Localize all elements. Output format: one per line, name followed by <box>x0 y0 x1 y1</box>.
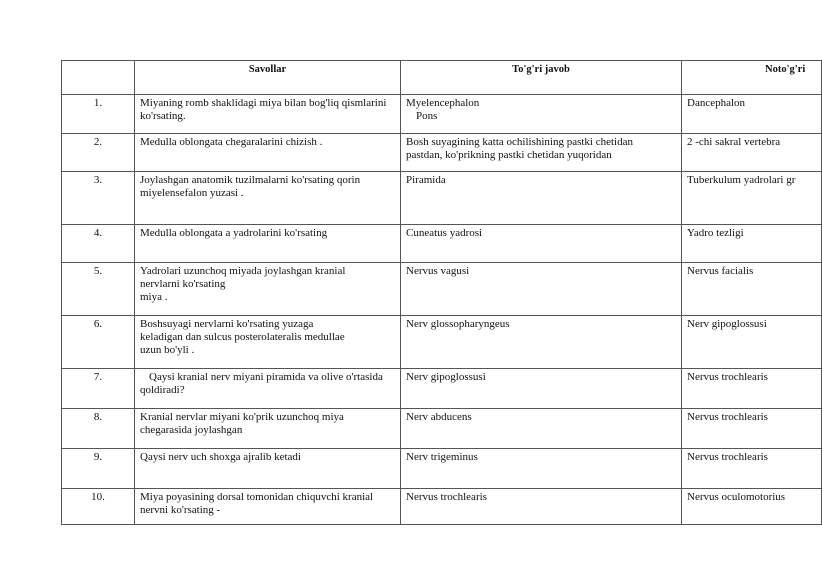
correct-answer-text: Nerv abducens <box>406 411 472 423</box>
question-text: Qaysi kranial nerv miyani piramida va olive o'rtasida <box>149 371 383 383</box>
table-row <box>62 409 822 449</box>
question-text: Boshsuyagi nervlarni ko'rsating yuzaga <box>140 318 314 330</box>
row-number-cell <box>62 489 135 525</box>
row-number: 9. <box>93 451 103 463</box>
correct-answer-cell <box>401 95 682 134</box>
question-text: Medulla oblongata chegaralarini chizish . <box>140 136 323 148</box>
table-row <box>62 134 822 172</box>
correct-answer-cell <box>401 172 682 225</box>
correct-answer-text: Pons <box>416 110 438 122</box>
row-number: 3. <box>93 174 103 186</box>
header-question <box>135 61 401 95</box>
question-cell <box>135 369 401 409</box>
wrong-answer-cell <box>682 489 822 525</box>
question-cell <box>135 316 401 369</box>
header-row <box>62 61 822 95</box>
correct-answer-text: Nerv gipoglossusi <box>406 371 486 383</box>
correct-answer-text: Cuneatus yadrosi <box>406 227 483 239</box>
wrong-answer-cell <box>682 225 822 263</box>
table-row <box>62 489 822 525</box>
question-cell <box>135 225 401 263</box>
correct-answer-text: Nerv trigeminus <box>406 451 478 463</box>
question-text: Miyaning romb shaklidagi miya bilan bog'liq qismlarini <box>140 97 387 109</box>
question-cell <box>135 95 401 134</box>
correct-answer-cell <box>401 263 682 316</box>
wrong-answer-cell <box>682 369 822 409</box>
header-wrong <box>682 61 822 95</box>
question-text: uzun bo'yli . <box>140 344 195 356</box>
question-cell <box>135 134 401 172</box>
quiz-table <box>61 60 822 525</box>
wrong-answer-text: Nerv gipoglossusi <box>687 318 767 330</box>
row-number: 2. <box>93 136 103 148</box>
row-number-cell <box>62 172 135 225</box>
question-cell <box>135 263 401 316</box>
table-row <box>62 316 822 369</box>
correct-answer-text: Bosh suyagining katta ochilishining pastki chetidan <box>406 136 633 148</box>
wrong-answer-text: Dancephalon <box>687 97 746 109</box>
wrong-answer-cell <box>682 449 822 489</box>
table-row <box>62 369 822 409</box>
question-text: Yadrolari uzunchoq miyada joylashgan kranial <box>140 265 346 277</box>
wrong-answer-text: Nervus trochlearis <box>687 371 768 383</box>
question-text: keladigan dan sulcus posterolateralis medullae <box>140 331 345 343</box>
wrong-answer-cell <box>682 134 822 172</box>
wrong-answer-cell <box>682 263 822 316</box>
correct-answer-text: Piramida <box>406 174 446 186</box>
wrong-answer-text: 2 -chi sakral vertebra <box>687 136 781 148</box>
question-text: nervlarni ko'rsating <box>140 278 226 290</box>
correct-answer-cell <box>401 134 682 172</box>
question-text: Joylashgan anatomik tuzilmalarni ko'rsating qorin <box>140 174 361 186</box>
question-text: Qaysi nerv uch shoxga ajralib ketadi <box>140 451 301 463</box>
header-number <box>62 61 135 95</box>
table-row <box>62 172 822 225</box>
correct-answer-cell <box>401 316 682 369</box>
correct-answer-text: Nervus trochlearis <box>406 491 487 503</box>
correct-answer-text: Myelencephalon <box>406 97 480 109</box>
correct-answer-cell <box>401 225 682 263</box>
wrong-answer-text: Nervus trochlearis <box>687 411 768 423</box>
row-number-cell <box>62 449 135 489</box>
row-number-cell <box>62 369 135 409</box>
correct-answer-cell <box>401 449 682 489</box>
row-number-cell <box>62 225 135 263</box>
table-row <box>62 95 822 134</box>
wrong-answer-cell <box>682 409 822 449</box>
row-number: 5. <box>93 265 103 277</box>
header-question-label: Savollar <box>248 64 287 75</box>
row-number: 7. <box>93 371 103 383</box>
question-text: Kranial nervlar miyani ko'prik uzunchoq miya <box>140 411 344 423</box>
question-text: nervni ko'rsating - <box>140 504 221 516</box>
table-row <box>62 225 822 263</box>
wrong-answer-text: Nervus oculomotorius <box>687 491 786 503</box>
table-row <box>62 263 822 316</box>
question-text: qoldiradi? <box>140 384 185 396</box>
row-number-cell <box>62 134 135 172</box>
wrong-answer-cell <box>682 95 822 134</box>
wrong-answer-cell <box>682 316 822 369</box>
correct-answer-text: Nerv glossopharyngeus <box>406 318 510 330</box>
wrong-answer-text: Tuberkulum yadrolari gr <box>687 174 796 186</box>
question-cell <box>135 489 401 525</box>
row-number-cell <box>62 316 135 369</box>
table-row <box>62 449 822 489</box>
correct-answer-text: pastdan, ko'prikning pastki chetidan yuqoridan <box>406 149 612 161</box>
row-number: 10. <box>91 491 105 503</box>
wrong-answer-text: Nervus facialis <box>687 265 754 277</box>
question-text: miya . <box>140 291 168 303</box>
wrong-answer-text: Yadro tezligi <box>687 227 744 239</box>
question-text: Medulla oblongata a yadrolarini ko'rsating <box>140 227 328 239</box>
wrong-answer-cell <box>682 172 822 225</box>
header-correct-label: To'g'ri javob <box>512 64 570 75</box>
row-number-cell <box>62 263 135 316</box>
row-number: 1. <box>93 97 103 109</box>
question-cell <box>135 409 401 449</box>
header-wrong-label: Noto'g'ri <box>765 64 806 75</box>
row-number-cell <box>62 95 135 134</box>
question-text: Miya poyasining dorsal tomonidan chiquvchi kranial <box>140 491 374 503</box>
correct-answer-cell <box>401 409 682 449</box>
question-text: chegarasida joylashgan <box>140 424 243 436</box>
header-correct <box>401 61 682 95</box>
question-text: ko'rsating. <box>140 110 186 122</box>
row-number: 8. <box>93 411 103 423</box>
row-number-cell <box>62 409 135 449</box>
row-number: 6. <box>93 318 103 330</box>
row-number: 4. <box>93 227 103 239</box>
wrong-answer-text: Nervus trochlearis <box>687 451 768 463</box>
correct-answer-text: Nervus vagusi <box>406 265 470 277</box>
question-text: miyelensefalon yuzasi . <box>140 187 244 199</box>
correct-answer-cell <box>401 369 682 409</box>
correct-answer-cell <box>401 489 682 525</box>
question-cell <box>135 172 401 225</box>
question-cell <box>135 449 401 489</box>
